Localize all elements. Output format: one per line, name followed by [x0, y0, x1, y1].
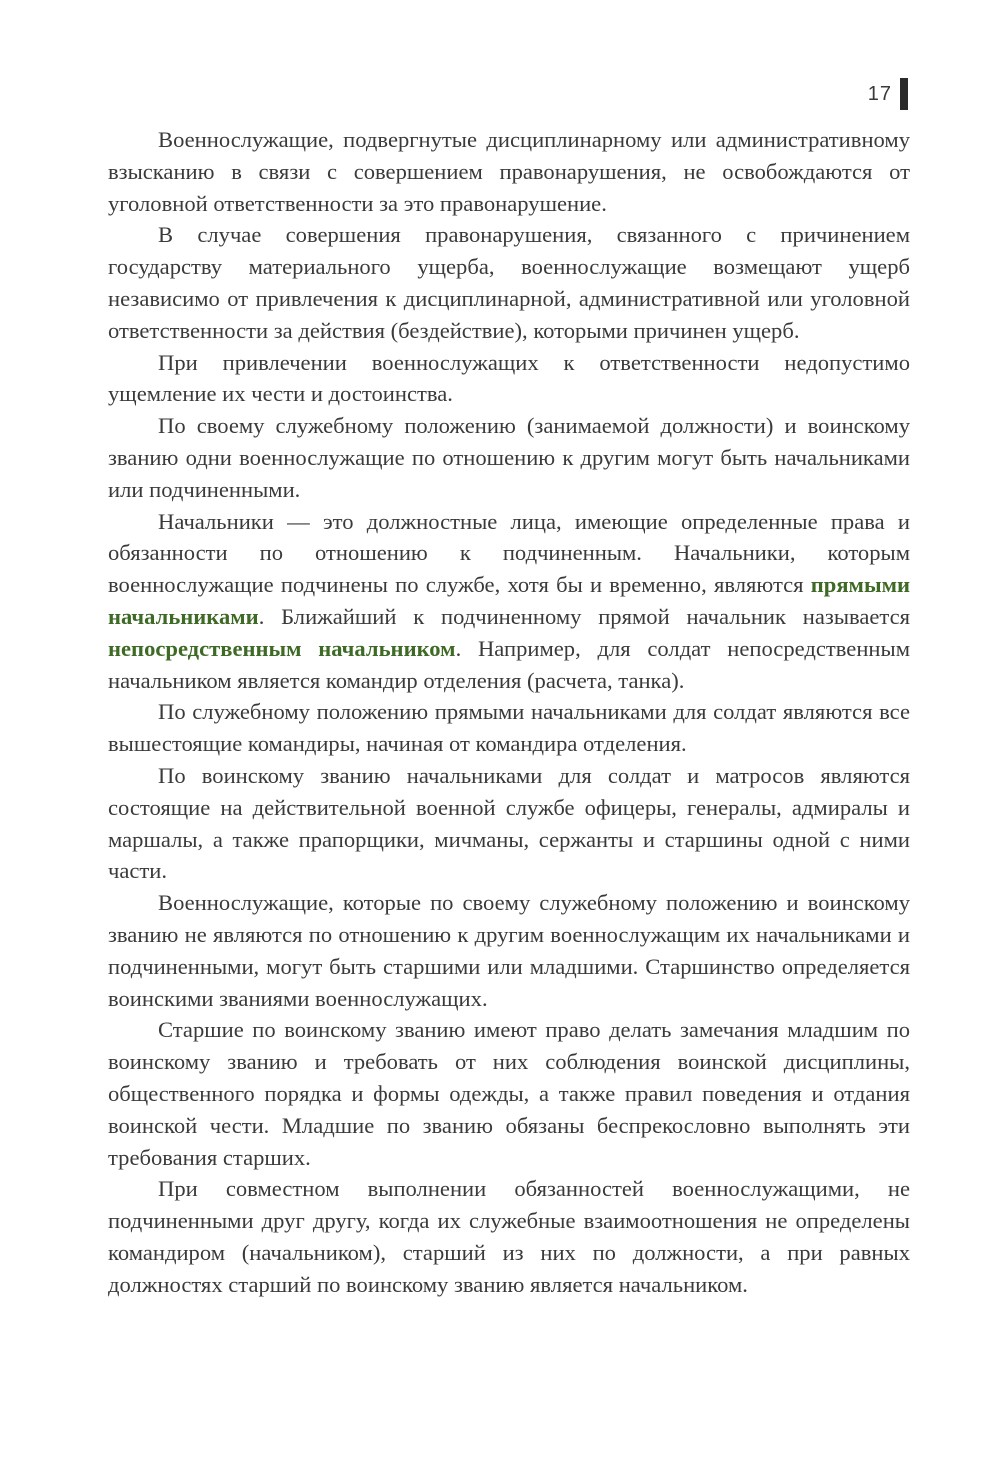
paragraph-5-part-3: . Например, для солдат непосредственным начальником является командир отделения (расчета, танка). [108, 635, 910, 693]
paragraph-5-part-1: Начальники — это должностные лица, имеющие определенные права и обязанности по отношению к подчиненным. Начальники, которым военнослужащие подчинены по службе, хотя бы и временно, являются [108, 508, 910, 598]
paragraph-1: Военнослужащие, подвергнутые дисциплинарному или административному взысканию в связи с совершением правонарушения, не освобождаются от уголовной ответственности за это правонарушение. [108, 127, 910, 216]
paragraph-8: Военнослужащие, которые по своему служебному положению и воинскому званию не являются по отношению к другим военнослужащим их начальниками и подчиненными, могут быть старшими или младшими. Старшинство определяется воинскими званиями военнослужащих. [108, 890, 910, 1011]
page-marker-bar [900, 78, 908, 110]
paragraph-3: При привлечении военнослужащих к ответственности недопустимо ущемление их чести и достоинства. [108, 349, 910, 407]
page-number: 17 [867, 82, 892, 105]
paragraph-10: При совместном выполнении обязанностей военнослужащими, не подчиненными друг другу, когда их служебные взаимоотношения не определены командиром (начальником), старший из них по должности, а при равных должностях старший по воинскому званию является начальником. [108, 1176, 910, 1297]
paragraph-6: По служебному положению прямыми начальниками для солдат являются все вышестоящие командиры, начиная от командира отделения. [108, 699, 910, 757]
paragraph-4: По своему служебному положению (занимаемой должности) и воинскому званию одни военнослужащие по отношению к другим могут быть начальниками или подчиненными. [108, 413, 910, 502]
paragraph-2: В случае совершения правонарушения, связанного с причинением государству материального ущерба, военнослужащие возмещают ущерб независимо от привлечения к дисциплинарной, административной или уголовной ответственности за действия (бездействие), которыми причинен ущерб. [108, 222, 910, 343]
page-header [868, 78, 908, 110]
term-direct-superiors: прямыми начальниками [108, 572, 910, 629]
body-text [108, 124, 910, 1300]
paragraph-5-part-2: . Ближайший к подчиненному прямой начальник называется [258, 603, 910, 629]
paragraph-5 [108, 506, 910, 697]
paragraph-9: Старшие по воинскому званию имеют право делать замечания младшим по воинскому званию и требовать от них соблюдения воинской дисциплины, общественного порядка и формы одежды, а также правил поведения и отдания воинской чести. Младшие по званию обязаны беспрекословно выполнять эти требования старших. [108, 1017, 910, 1170]
paragraph-7: По воинскому званию начальниками для солдат и матросов являются состоящие на действительной военной службе офицеры, генералы, адмиралы и маршалы, а также прапорщики, мичманы, сержанты и старшины одной с ними части. [108, 762, 910, 884]
term-immediate-superior: непосредственным начальником [108, 635, 456, 661]
